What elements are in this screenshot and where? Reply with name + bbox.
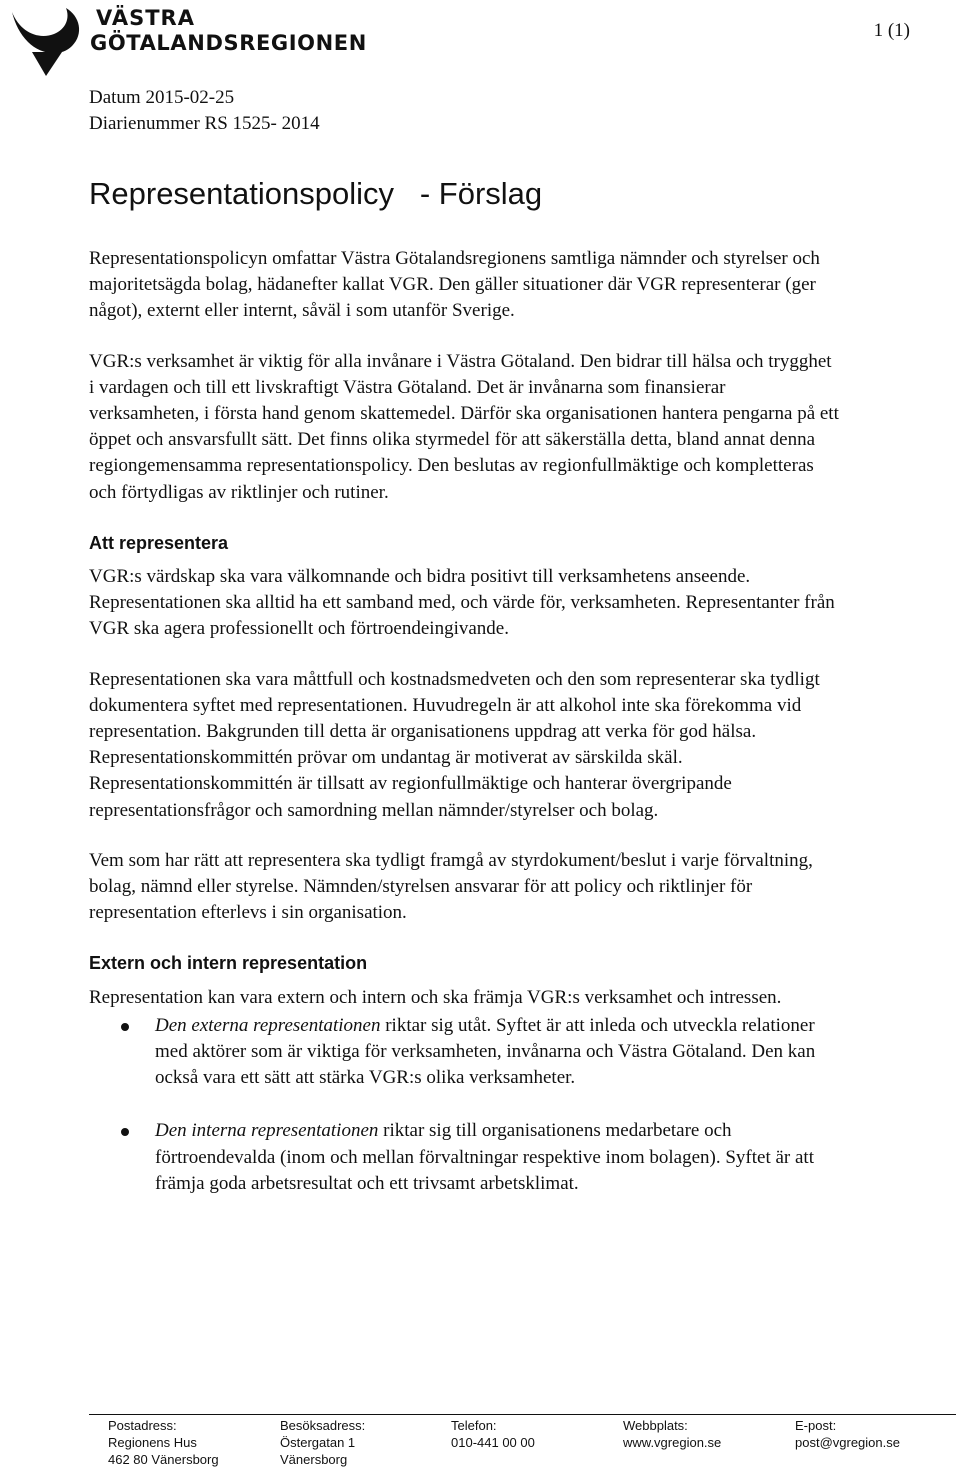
bullet-text: riktar sig till organisationens medarbetare och förtroendevalda (inom och mellan förvaltningar respektive inom bolagen). Syftet är att främja goda arbetsresultat och ett trivsamt arbetsklimat. bbox=[155, 1120, 814, 1194]
page-number: 1 (1) bbox=[873, 20, 910, 41]
footer-value: 462 80 Vänersborg bbox=[108, 1452, 219, 1467]
footer-label: Webbplats: bbox=[623, 1418, 688, 1433]
document-date: Datum 2015-02-25 bbox=[89, 87, 235, 108]
footer-epost bbox=[795, 1417, 900, 1451]
footer-website-link[interactable]: www.vgregion.se bbox=[623, 1435, 722, 1450]
section-heading-extern-intern: Extern och intern representation bbox=[89, 953, 368, 974]
footer-label: Telefon: bbox=[451, 1418, 497, 1433]
bullet-text: riktar sig utåt. Syftet är att inleda och utveckla relationer med aktörer som är viktiga för verksamheten, invånarna och Västra Götaland. Den kan också vara ett sätt att stärka VGR:s olika verksamheter. bbox=[155, 1014, 816, 1089]
section-paragraph: Representation kan vara extern och intern och ska främja VGR:s verksamhet och intressen. bbox=[89, 986, 782, 1008]
footer-label: Besöksadress: bbox=[280, 1418, 366, 1433]
document-meta bbox=[89, 85, 320, 137]
footer-value: Östergatan 1 bbox=[280, 1435, 356, 1450]
footer-label: E-post: bbox=[795, 1418, 837, 1433]
footer-email-link[interactable]: post@vgregion.se bbox=[795, 1435, 900, 1450]
footer-postadress bbox=[108, 1417, 219, 1468]
footer-besoksadress bbox=[280, 1417, 365, 1468]
footer-value: Vänersborg bbox=[280, 1452, 348, 1467]
document-body bbox=[89, 246, 839, 1224]
logo-text-vastra: VÄSTRA bbox=[96, 6, 195, 30]
footer-divider bbox=[89, 1414, 956, 1415]
list-item bbox=[89, 1013, 839, 1092]
bullet-term: Den externa representationen bbox=[155, 1014, 381, 1036]
bullet-term: Den interna representationen bbox=[155, 1120, 379, 1142]
intro-paragraph: Representationspolicyn omfattar Västra Götalandsregionens samtliga nämnder och styrelser och majoritetsägda bolag, hädanefter kallat VGR. Den gäller situationer där VGR representerar (ger något), externt eller internt, såväl i som utanför Sverige. bbox=[89, 248, 820, 322]
footer-webbplats bbox=[623, 1417, 721, 1451]
section-heading-att-representera: Att representera bbox=[89, 532, 229, 553]
footer-value: 010-441 00 00 bbox=[451, 1435, 535, 1450]
vgr-swirl-icon bbox=[10, 4, 92, 78]
section-paragraph: Vem som har rätt att representera ska tydligt framgå av styrdokument/beslut i varje förvaltning, bolag, nämnd eller styrelse. Nämnden/styrelsen ansvarar för att policy och riktlinjer för representation efterlevs i sin organisation. bbox=[89, 849, 813, 924]
footer-label: Postadress: bbox=[108, 1418, 177, 1433]
section-paragraph: Representationen ska vara måttfull och kostnadsmedveten och den som representerar ska tydligt dokumentera syftet med representationen. Huvudregeln är att alkohol inte ska förekomma vid representation. Bakgrunden till detta är organisationens uppdrag att verka för god hälsa. Representationskommittén prövar om undantag är motiverat av särskilda skäl. Representationskommittén är tillsatt av regionfullmäktige och hanterar övergripande representationsfrågor och samordning mellan nämnder/styrelser och bolag. bbox=[89, 668, 820, 821]
page-title: Representationspolicy - Förslag bbox=[89, 176, 543, 211]
vgr-logo bbox=[10, 4, 370, 84]
document-diarienummer: Diarienummer RS 1525- 2014 bbox=[89, 113, 320, 134]
footer-telefon bbox=[451, 1417, 535, 1451]
section-paragraph: VGR:s värdskap ska vara välkomnande och bidra positivt till verksamhetens anseende. Representationen ska alltid ha ett samband med, och värde för, verksamheten. Representanter från VGR ska agera professionellt och förtroendeingivande. bbox=[89, 566, 835, 640]
intro-paragraph: VGR:s verksamhet är viktig för alla invånare i Västra Götaland. Den bidrar till hälsa och trygghet i vardagen och till ett livskraftigt Västra Götaland. Det är invånarna som finansierar verksamheten, i första hand genom skattemedel. Därför ska organisationen hantera pengarna på ett öppet och ansvarsfullt sätt. Det finns olika styrmedel för att säkerställa detta, bland annat denna regiongemensamma representationspolicy. Den beslutas av regionfullmäktige och kompletteras och förtydligas av riktlinjer och rutiner. bbox=[89, 350, 839, 503]
logo-text-gotalandsregionen: GÖTALANDSREGIONEN bbox=[90, 31, 367, 55]
representation-types-list bbox=[89, 1013, 839, 1197]
footer-value: Regionens Hus bbox=[108, 1435, 197, 1450]
list-item bbox=[89, 1118, 839, 1197]
